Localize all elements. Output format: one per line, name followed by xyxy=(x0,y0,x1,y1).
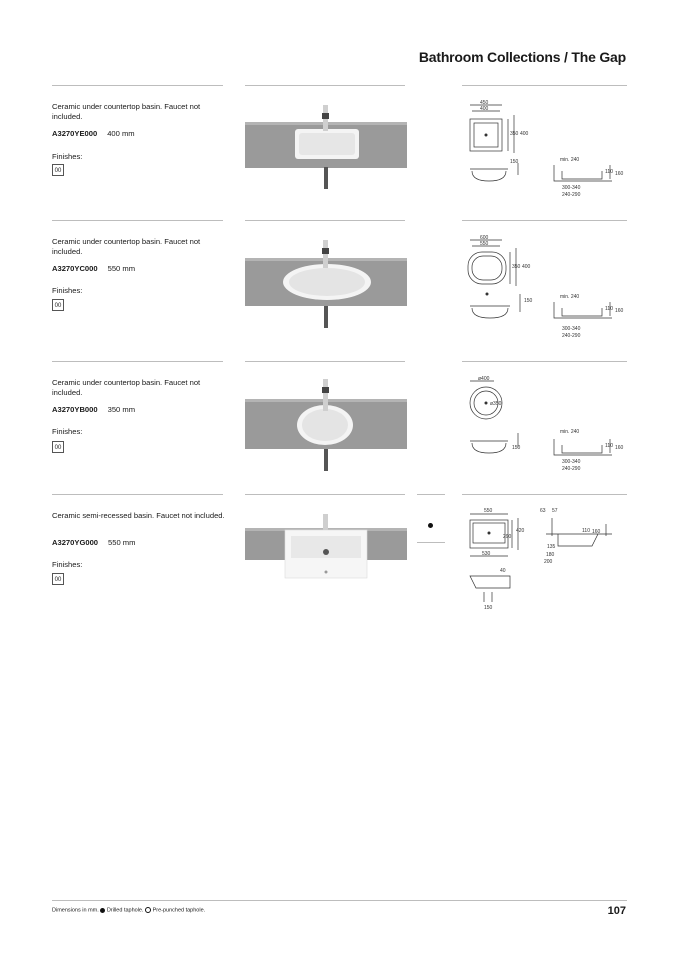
dim-label: 290 xyxy=(503,534,512,540)
product-description: Ceramic under countertop basin. Faucet not included. xyxy=(52,102,201,121)
dim-label: 110 xyxy=(605,306,613,312)
dim-label: 150 xyxy=(512,445,521,451)
product-description: Ceramic under countertop basin. Faucet not included. xyxy=(52,378,201,397)
product-description: Ceramic semi-recessed basin. Faucet not included. xyxy=(52,511,225,520)
divider xyxy=(245,85,405,86)
pre-punched-taphole-icon xyxy=(145,907,151,913)
dim-label: 240-290 xyxy=(562,192,581,198)
technical-drawing xyxy=(462,234,632,344)
finishes-label: Finishes: xyxy=(52,286,83,295)
dim-label: 530 xyxy=(482,551,491,557)
dim-label: 110 xyxy=(605,169,613,175)
technical-drawing xyxy=(462,375,632,479)
footnote-text: Pre-punched taphole. xyxy=(152,907,206,914)
footer-divider xyxy=(52,900,627,901)
product-reference xyxy=(52,538,135,547)
dim-label: 160 xyxy=(615,445,624,451)
dim-label: 350 xyxy=(512,264,521,270)
product-reference xyxy=(52,129,135,138)
dim-label: 180 xyxy=(546,552,555,558)
finish-swatch: 00 xyxy=(52,164,64,176)
product-section xyxy=(52,85,627,220)
divider xyxy=(462,361,627,362)
divider xyxy=(245,361,405,362)
finish-swatch: 00 xyxy=(52,441,64,453)
divider xyxy=(52,361,223,362)
dim-label: 63 xyxy=(540,508,546,514)
dim-label: 400 xyxy=(522,264,531,270)
page-number: 107 xyxy=(607,905,626,917)
dim-label: min. 240 xyxy=(560,157,580,163)
technical-drawing xyxy=(462,99,632,201)
product-size: 400 mm xyxy=(107,129,135,138)
dim-label: 400 xyxy=(520,131,529,137)
dim-label: 150 xyxy=(484,605,493,611)
dim-label: ø350 xyxy=(490,401,502,407)
reference-code: A3270YG000 xyxy=(52,538,99,547)
dim-label: 550 xyxy=(484,508,493,514)
dim-label: 450 xyxy=(480,100,489,106)
divider xyxy=(462,220,627,221)
dim-label: 300-340 xyxy=(562,459,581,465)
footnote-text: Drilled taphole. xyxy=(106,907,144,914)
divider xyxy=(417,494,445,495)
reference-code: A3270YE000 xyxy=(52,129,98,138)
dim-label: 600 xyxy=(480,235,489,241)
drilled-taphole-icon xyxy=(100,908,105,913)
product-reference xyxy=(52,405,135,414)
dim-label: 160 xyxy=(592,529,601,535)
divider xyxy=(417,542,445,543)
dim-label: 150 xyxy=(524,298,533,304)
finish-swatch: 00 xyxy=(52,299,64,311)
product-section xyxy=(52,220,627,361)
dim-label: 135 xyxy=(547,544,556,550)
dim-label: 350 xyxy=(510,131,519,137)
reference-code: A3270YC000 xyxy=(52,264,98,273)
product-photo xyxy=(245,379,407,475)
product-photo xyxy=(245,240,407,332)
footnote xyxy=(52,907,205,913)
dim-label: min. 240 xyxy=(560,429,580,435)
dim-label: 300-340 xyxy=(562,326,581,332)
dim-label: 160 xyxy=(615,308,624,314)
footnote-text: Dimensions in mm. xyxy=(52,907,99,914)
dim-label: 240-290 xyxy=(562,333,581,339)
divider xyxy=(245,220,405,221)
drilled-taphole-icon xyxy=(428,523,433,528)
finishes-label: Finishes: xyxy=(52,152,83,161)
dim-label: 110 xyxy=(582,528,590,534)
divider xyxy=(52,85,223,86)
product-section xyxy=(52,361,627,494)
product-section xyxy=(52,494,627,624)
dim-label: 110 xyxy=(605,443,613,449)
divider xyxy=(52,494,223,495)
product-photo xyxy=(245,512,407,582)
dim-label: 400 xyxy=(480,106,489,112)
dim-label: 420 xyxy=(516,528,525,534)
dim-label: 57 xyxy=(552,508,558,514)
product-description: Ceramic under countertop basin. Faucet not included. xyxy=(52,237,201,256)
dim-label: 150 xyxy=(510,159,519,165)
finish-swatch: 00 xyxy=(52,573,64,585)
divider xyxy=(462,85,627,86)
dim-label: 300-340 xyxy=(562,185,581,191)
finishes-label: Finishes: xyxy=(52,560,83,569)
dim-label: 550 xyxy=(480,241,489,247)
technical-drawing xyxy=(462,506,632,612)
dim-label: min. 240 xyxy=(560,294,580,300)
product-photo xyxy=(245,105,407,193)
divider xyxy=(462,494,627,495)
product-reference xyxy=(52,264,135,273)
product-size: 550 mm xyxy=(107,264,136,273)
dim-label: ø400 xyxy=(478,376,490,382)
reference-code: A3270YB000 xyxy=(52,405,98,414)
page-title: Bathroom Collections / The Gap xyxy=(418,49,626,65)
dim-label: 160 xyxy=(615,171,624,177)
dim-label: 200 xyxy=(544,559,553,565)
dim-label: 40 xyxy=(500,568,506,574)
divider xyxy=(245,494,405,495)
dim-label: 240-290 xyxy=(562,466,581,472)
product-size: 550 mm xyxy=(108,538,136,547)
product-size: 350 mm xyxy=(107,405,136,414)
finishes-label: Finishes: xyxy=(52,427,83,436)
divider xyxy=(52,220,223,221)
